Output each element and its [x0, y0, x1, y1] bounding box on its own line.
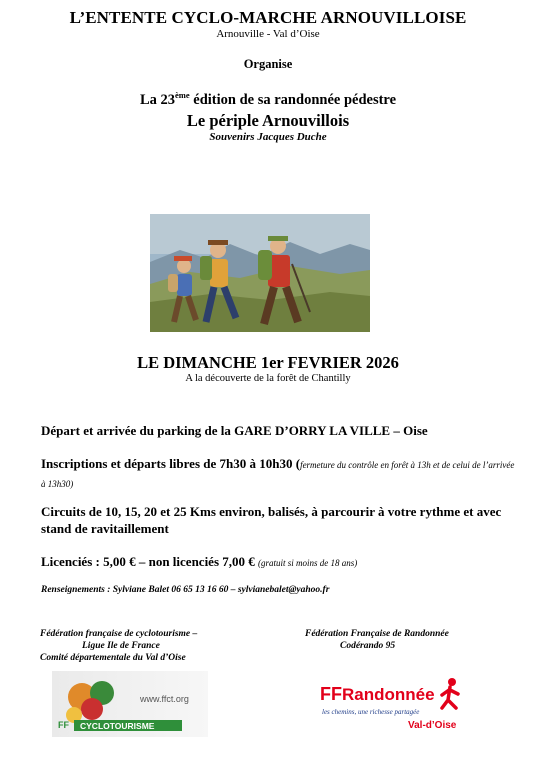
- event-date: LE DIMANCHE 1er FEVRIER 2026: [137, 353, 399, 372]
- inscriptions-note: fermeture du contrôle en forêt à 13h et de celui de l’arrivée à 13h30): [41, 460, 515, 489]
- page-subtitle: Arnouville - Val d’Oise: [216, 28, 320, 40]
- organise-label: Organise: [243, 57, 293, 71]
- ffr-line-2: Codérando 95: [340, 641, 396, 651]
- inscriptions-main: Inscriptions et départs libres de 7h30 à 10h30 (: [41, 456, 301, 471]
- ffr-logo-region: Val-d’Oise: [408, 720, 457, 731]
- ffr-logo-tagline: les chemins, une richesse partagée: [322, 708, 420, 716]
- ffct-federation-text: [40, 628, 240, 664]
- price-info: [41, 553, 521, 572]
- edition-line: [0, 92, 536, 109]
- price-main: Licenciés : 5,00 € – non licenciés 7,00 €: [41, 554, 259, 569]
- edition-prefix: La 23: [139, 92, 176, 108]
- ffct-line-3: Comité départementale du Val d’Oise: [40, 653, 186, 663]
- event-name: Le périple Arnouvillois: [186, 111, 350, 130]
- departure-info: Départ et arrivée du parking de la GARE D’ORRY LA VILLE – Oise: [41, 423, 428, 438]
- edition-suffix: édition de sa randonnée pédestre: [189, 92, 397, 108]
- event-date-subtitle: A la découverte de la forêt de Chantilly: [185, 373, 351, 384]
- ffct-line-1: Fédération française de cyclotourisme –: [40, 629, 198, 639]
- ffct-line-2: Ligue Ile de France: [82, 641, 160, 651]
- ffrandonnee-logo: [318, 674, 468, 742]
- ffct-logo-word: CYCLOTOURISME: [80, 721, 155, 731]
- ffr-logo-word: Randonnée: [342, 685, 435, 704]
- souvenir-line: Souvenirs Jacques Duche: [209, 131, 327, 143]
- page-title: L’ENTENTE CYCLO-MARCHE ARNOUVILLOISE: [69, 8, 467, 27]
- contact-info: Renseignements : Sylviane Balet 06 65 13 16 60 – sylvianebalet@yahoo.fr: [41, 585, 330, 595]
- ffct-logo-ff: FF: [58, 720, 69, 730]
- ffr-line-1: Fédération Française de Randonnée: [305, 629, 449, 639]
- ffct-logo: [52, 671, 208, 737]
- ffr-logo-ff: FF: [320, 684, 342, 704]
- ffr-federation-text: [290, 628, 500, 652]
- ffct-logo-url: www.ffct.org: [140, 694, 189, 704]
- hikers-illustration: [150, 214, 370, 332]
- edition-superscript: ème: [175, 90, 190, 101]
- circuits-info: Circuits de 10, 15, 20 et 25 Kms environ, balisés, à parcourir à votre rythme et avec stand de ravitaillement: [41, 504, 502, 536]
- price-note: (gratuit si moins de 18 ans): [258, 558, 358, 568]
- inscriptions-info: [41, 455, 521, 493]
- walker-icon: [442, 678, 458, 708]
